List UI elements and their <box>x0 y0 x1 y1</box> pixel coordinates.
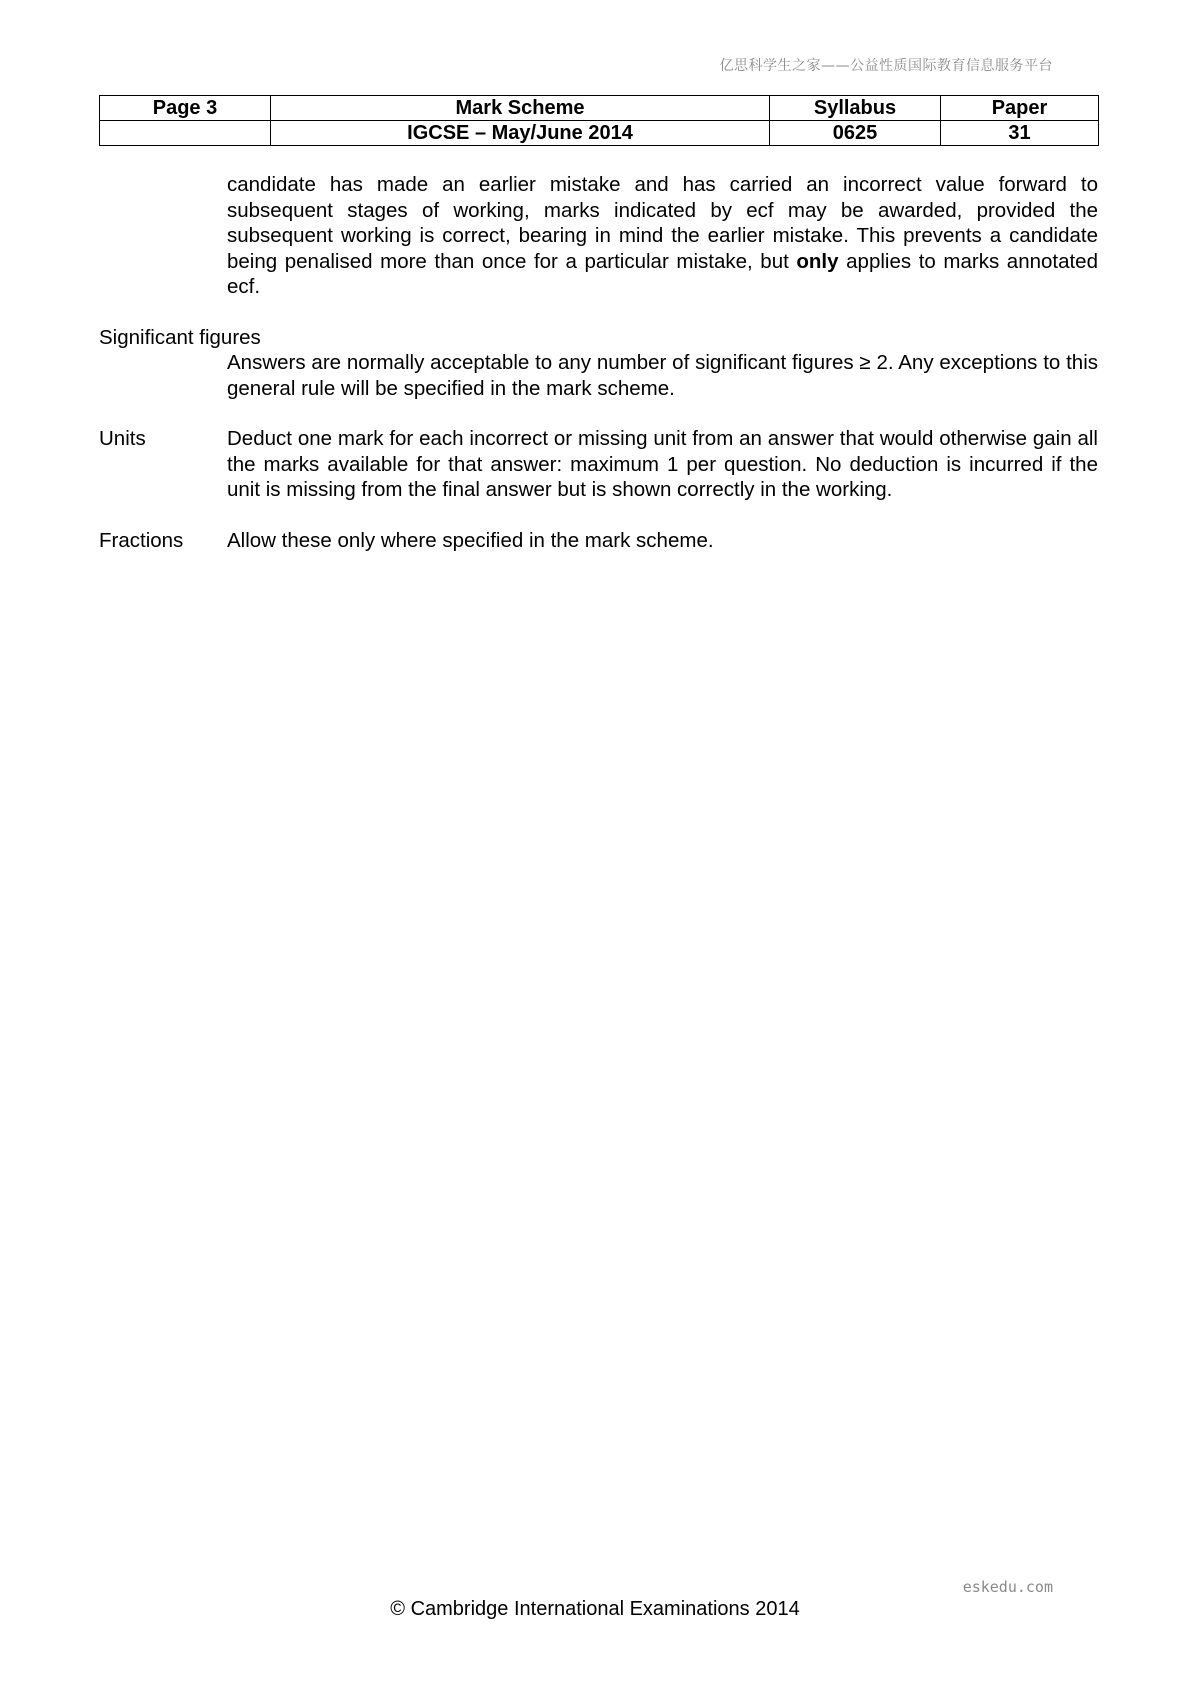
header-row-2 <box>100 121 1099 146</box>
ecf-paragraph <box>227 172 1098 300</box>
fractions-entry <box>99 528 1098 554</box>
fractions-description: Allow these only where specified in the mark scheme. <box>227 528 714 552</box>
header-row-1 <box>100 96 1099 121</box>
mark-scheme-content <box>99 172 1098 553</box>
exam-session-cell: IGCSE – May/June 2014 <box>271 121 770 146</box>
paper-label-cell: Paper <box>941 96 1099 121</box>
ecf-text-emphasis: only <box>796 249 839 273</box>
ecf-text-part2: applies to marks annotated ecf. <box>227 249 1098 298</box>
units-term: Units <box>99 427 146 450</box>
paper-number-cell: 31 <box>941 121 1099 146</box>
page-number-cell: Page 3 <box>100 96 271 121</box>
units-entry <box>99 426 1098 503</box>
copyright-footer: © Cambridge International Examinations 2014 <box>390 1598 800 1620</box>
fractions-term: Fractions <box>99 528 184 552</box>
syllabus-label-cell: Syllabus <box>770 96 941 121</box>
syllabus-code-cell: 0625 <box>770 121 941 146</box>
units-description: Deduct one mark for each incorrect or missing unit from an answer that would otherwise gain all the marks available for that answer: maximum 1 per question. No deduction is incurred if the unit is missing from the final answer but is shown correctly in the working. <box>227 427 1098 501</box>
sigfig-term: Significant figures <box>99 325 261 349</box>
watermark-top: 亿思科学生之家——公益性质国际教育信息服务平台 <box>719 58 1053 74</box>
watermark-bottom: eskedu.com <box>962 1578 1053 1596</box>
empty-cell <box>100 121 271 146</box>
mark-scheme-cell: Mark Scheme <box>271 96 770 121</box>
header-table <box>99 95 1099 146</box>
sigfig-description: Answers are normally acceptable to any number of significant figures ≥ 2. Any exceptions to this general rule will be specified in the mark scheme. <box>227 351 1098 400</box>
ecf-text-part1: candidate has made an earlier mistake and has carried an incorrect value forward to subsequent stages of working, marks indicated by ecf may be awarded, provided the subsequent working is correct, bearing in mind the earlier mistake. This prevents a candidate being penalised more than once for a particular mistake, but <box>227 173 1098 273</box>
